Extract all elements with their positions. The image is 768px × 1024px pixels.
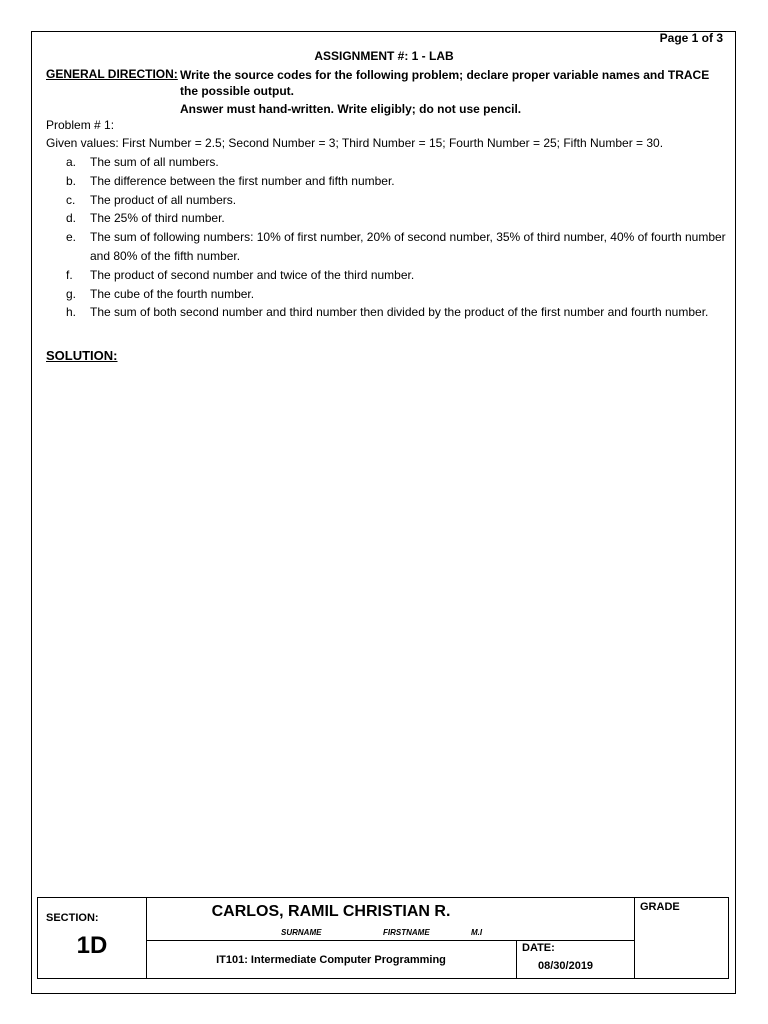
item-text: The cube of the fourth number. (90, 286, 255, 301)
divider (146, 940, 634, 941)
general-direction-label: GENERAL DIRECTION: (46, 67, 178, 81)
item-text: The difference between the first number and fifth number. (90, 173, 395, 188)
date-value: 08/30/2019 (538, 960, 594, 972)
list-item (66, 266, 726, 285)
list-item (66, 303, 726, 322)
mi-label: M.I (471, 928, 483, 937)
list-item (66, 285, 726, 304)
item-letter: c. (66, 192, 76, 207)
item-letter: f. (66, 267, 73, 282)
item-text: The product of second number and twice of the third number. (90, 267, 415, 282)
item-text: The 25% of third number. (90, 211, 225, 226)
item-letter: d. (66, 211, 77, 226)
general-direction-line2: Answer must hand-written. Write eligibly; do not use pencil. (180, 102, 522, 116)
student-name: CARLOS, RAMIL CHRISTIAN R. (211, 903, 451, 920)
page-number: Page 1 of 3 (659, 31, 723, 45)
grade-label: GRADE (640, 901, 680, 913)
problem-items (66, 153, 726, 322)
divider (634, 898, 635, 978)
item-letter: e. (66, 230, 77, 245)
footer-info-table (37, 897, 729, 979)
list-item (66, 191, 726, 210)
item-letter: a. (66, 155, 77, 169)
item-text: The sum of all numbers. (90, 155, 219, 169)
course-title: IT101: Intermediate Computer Programming (216, 954, 446, 966)
problem-label: Problem # 1: (46, 118, 115, 132)
date-label: DATE: (522, 942, 555, 954)
general-direction-text (180, 67, 725, 117)
divider (516, 940, 517, 978)
list-item (66, 228, 726, 266)
item-text: The sum of following numbers: 10% of first number, 20% of second number, 35% of third number, 40% of fourth number and 80% of the fifth number. (90, 230, 726, 263)
section-value: 1D (76, 932, 108, 959)
item-letter: g. (66, 286, 77, 301)
solution-label: SOLUTION: (46, 348, 118, 363)
item-text: The sum of both second number and third number then divided by the product of the first number and fourth number. (90, 305, 709, 320)
item-letter: b. (66, 173, 77, 188)
firstname-label: FIRSTNAME (383, 928, 430, 937)
assignment-title: ASSIGNMENT #: 1 - LAB (314, 49, 454, 63)
list-item (66, 172, 726, 191)
surname-label: SURNAME (281, 928, 322, 937)
given-values: Given values: First Number = 2.5; Second Number = 3; Third Number = 15; Fourth Number = 25; Fifth Number = 30. (46, 136, 664, 150)
section-label: SECTION: (46, 912, 99, 924)
item-text: The product of all numbers. (90, 192, 237, 207)
list-item (66, 153, 726, 172)
general-direction-line1: Write the source codes for the following problem; declare proper variable names and TRACE the possible output. (180, 68, 710, 98)
list-item (66, 209, 726, 228)
item-letter: h. (66, 305, 77, 320)
